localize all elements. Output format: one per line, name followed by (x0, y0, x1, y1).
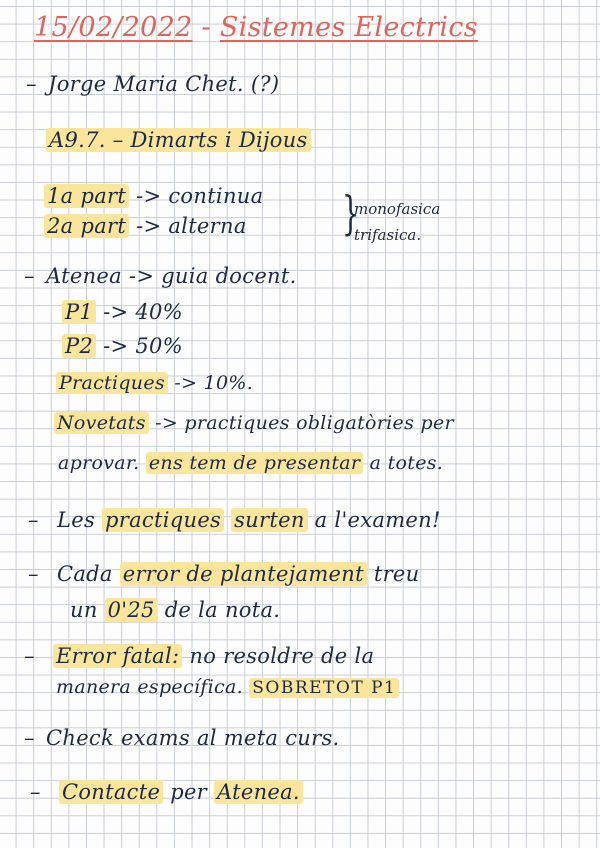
fatal-line: – Error fatal: no resoldre de la (24, 644, 375, 668)
novetats-line2c: a totes. (369, 452, 444, 474)
p2-label: P2 (62, 334, 96, 358)
title-separator: - (201, 12, 211, 43)
p2-value: -> 50% (103, 334, 183, 358)
schedule-line (46, 128, 311, 152)
error-b: error de plantejament (120, 562, 367, 586)
date: 15/02/2022 (34, 12, 193, 43)
novetats-line2a: aprovar. (58, 452, 140, 474)
page-title (34, 12, 478, 43)
contact-line: – Contacte per Atenea. (30, 780, 303, 804)
fatal-c: manera específica. (56, 676, 243, 698)
atenea-label: Atenea (46, 264, 122, 288)
practiques-label: Practiques (56, 372, 168, 394)
contact-a: Contacte (59, 780, 163, 804)
exam-b: practiques (102, 508, 224, 532)
contact-b: per (170, 780, 208, 804)
part1-line (44, 184, 263, 208)
exam-d: a l'examen! (314, 508, 441, 532)
error-e: 0'25 (105, 598, 158, 622)
classroom: A9.7. (49, 128, 106, 152)
error-line2 (70, 598, 280, 622)
atenea-value: -> guia docent. (128, 264, 297, 288)
novetats-line (54, 412, 454, 434)
contact-c: Atenea. (214, 780, 303, 804)
atenea-line: – Atenea -> guia docent. (24, 264, 297, 288)
error-d: un (70, 598, 98, 622)
brace-top: monofasica (354, 200, 441, 218)
part1-label: 1a part (44, 184, 129, 208)
brace-bottom: trifasica. (354, 226, 422, 244)
error-f: de la nota. (164, 598, 281, 622)
brace-symbol: } (341, 186, 360, 240)
novetats-label: Novetats (54, 412, 149, 434)
novetats-value: -> practiques obligatòries per (155, 412, 454, 434)
days: Dimarts i Dijous (130, 128, 308, 152)
subject: Sistemes Electrics (219, 12, 478, 43)
part2-line (44, 214, 247, 238)
practiques-value: -> 10%. (174, 372, 254, 394)
p1-label: P1 (62, 300, 96, 324)
fatal-a: Error fatal: (53, 644, 182, 668)
error-a: Cada (56, 562, 113, 586)
part2-label: 2a part (44, 214, 129, 238)
novetats-line2b: ens tem de presentar (146, 452, 363, 474)
teacher: Jorge Maria Chet. (?) (48, 72, 280, 96)
fatal-line2 (56, 676, 399, 698)
fatal-d: SOBRETOT P1 (249, 678, 399, 698)
classroom-days: A9.7. – Dimarts i Dijous (46, 128, 311, 152)
error-line: – Cada error de plantejament treu (28, 562, 420, 586)
teacher-line: – Jorge Maria Chet. (?) (26, 72, 280, 96)
exam-line: – Les practiques surten a l'examen! (28, 508, 441, 532)
practiques-line (56, 372, 253, 394)
part1-value: -> continua (136, 184, 264, 208)
exam-c: surten (231, 508, 308, 532)
fatal-b: no resoldre de la (189, 644, 375, 668)
part2-value: -> alterna (136, 214, 247, 238)
p1-value: -> 40% (103, 300, 183, 324)
check-line: – Check exams al meta curs. (24, 726, 340, 750)
p2-line (62, 334, 183, 358)
error-c: treu (373, 562, 420, 586)
novetats-line2 (58, 452, 443, 474)
exam-a: Les (56, 508, 96, 532)
check: Check exams al meta curs. (46, 726, 340, 750)
p1-line (62, 300, 183, 324)
